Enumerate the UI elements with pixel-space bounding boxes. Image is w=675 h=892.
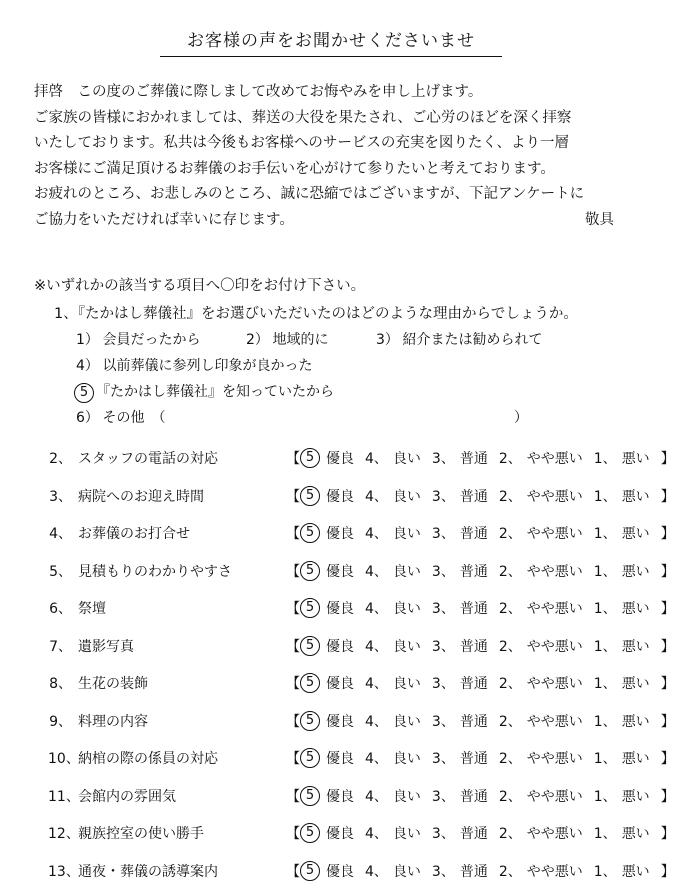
question-label: 祭壇 (78, 598, 106, 618)
bracket-close: 】 (661, 486, 675, 506)
question-label: 見積もりのわかりやすさ (78, 561, 232, 581)
bracket-close: 】 (661, 823, 675, 843)
bracket-open: 【 (286, 861, 300, 881)
rating-label: 普通 (460, 486, 488, 506)
bracket-close: 】 (661, 598, 675, 618)
question-label: 『たかはし葬儀社』をお選びいただいたのはどのような理由からでしょうか。 (78, 306, 578, 322)
question-label: 病院へのお迎え時間 (78, 486, 204, 506)
question-number: 8、 (48, 673, 72, 693)
rating-number: 1、 (594, 748, 617, 768)
rating-option[interactable] (365, 523, 421, 543)
option-label: 以前葬儀に参列し印象が良かった (102, 358, 312, 374)
rating-label: 優良 (326, 486, 354, 506)
rating-label: 良い (393, 448, 421, 468)
instruction-text: ※いずれかの該当する項目へ〇印をお付け下さい。 (34, 274, 365, 295)
rating-row (0, 630, 670, 668)
rating-label: 普通 (460, 673, 488, 693)
rating-number: 1、 (594, 448, 617, 468)
bracket-open: 【 (286, 561, 300, 581)
rating-label: 悪い (622, 861, 650, 881)
rating-label: 良い (393, 636, 421, 656)
rating-row (0, 817, 670, 855)
rating-label: 普通 (460, 748, 488, 768)
question-number: 9、 (48, 711, 72, 731)
option-number: 4） (76, 353, 98, 379)
rating-scale (286, 448, 675, 468)
rating-number: 3、 (432, 673, 455, 693)
rating-label: やや悪い (527, 561, 583, 581)
rating-option-selected[interactable] (300, 523, 354, 543)
rating-option[interactable] (594, 523, 650, 543)
intro-line: お客様にご満足頂けるお葬儀のお手伝いを心がけて参りたいと考えております。 (34, 157, 634, 183)
question-number: 2、 (48, 448, 72, 468)
rating-scale (286, 673, 675, 693)
rating-label: 優良 (326, 748, 354, 768)
rating-number: 2、 (499, 523, 522, 543)
rating-label: 悪い (622, 823, 650, 843)
rating-label: 優良 (326, 448, 354, 468)
rating-scale (286, 823, 675, 843)
rating-option[interactable] (499, 448, 583, 468)
bracket-close: 】 (661, 448, 675, 468)
handwritten-circle-mark: 5 (300, 561, 320, 581)
rating-option[interactable] (365, 748, 421, 768)
rating-option[interactable] (499, 673, 583, 693)
bracket-open: 【 (286, 711, 300, 731)
question-label: 親族控室の使い勝手 (78, 823, 204, 843)
rating-label: 悪い (622, 748, 650, 768)
rating-label: やや悪い (527, 711, 583, 731)
option-2[interactable] (246, 327, 328, 353)
rating-row (0, 555, 670, 593)
bracket-close: 】 (661, 861, 675, 881)
question-1-text (54, 301, 654, 327)
rating-option[interactable] (365, 598, 421, 618)
rating-scale (286, 786, 675, 806)
rating-label: 悪い (622, 711, 650, 731)
rating-option-selected[interactable] (300, 748, 354, 768)
rating-number: 4、 (365, 448, 388, 468)
rating-number: 2、 (499, 711, 522, 731)
rating-number: 4、 (365, 786, 388, 806)
option-label: 『たかはし葬儀社』を知っていたから (96, 384, 334, 400)
rating-option[interactable] (594, 486, 650, 506)
rating-option-selected[interactable] (300, 448, 354, 468)
rating-scale (286, 523, 675, 543)
rating-number: 3、 (432, 748, 455, 768)
question-label: 料理の内容 (78, 711, 148, 731)
rating-option[interactable] (365, 823, 421, 843)
rating-option[interactable] (432, 748, 488, 768)
option-label: 地域的に (272, 332, 328, 348)
rating-option-selected[interactable] (300, 711, 354, 731)
rating-option[interactable] (365, 636, 421, 656)
rating-label: やや悪い (527, 861, 583, 881)
rating-label: 良い (393, 561, 421, 581)
option-1[interactable] (76, 327, 200, 353)
rating-option[interactable] (432, 786, 488, 806)
rating-label: 優良 (326, 861, 354, 881)
rating-label: 悪い (622, 448, 650, 468)
rating-option[interactable] (594, 673, 650, 693)
rating-label: 悪い (622, 486, 650, 506)
rating-option[interactable] (499, 523, 583, 543)
rating-label: 普通 (460, 598, 488, 618)
rating-label: 良い (393, 823, 421, 843)
rating-label: 普通 (460, 823, 488, 843)
rating-option[interactable] (365, 786, 421, 806)
rating-option[interactable] (594, 636, 650, 656)
option-5-selected[interactable] (74, 379, 334, 405)
rating-number: 2、 (499, 561, 522, 581)
rating-label: 良い (393, 673, 421, 693)
option-3[interactable] (376, 327, 542, 353)
rating-number: 1、 (594, 598, 617, 618)
handwritten-circle-mark: 5 (300, 823, 320, 843)
rating-number: 1、 (594, 861, 617, 881)
rating-label: 悪い (622, 786, 650, 806)
rating-number: 3、 (432, 786, 455, 806)
option-6[interactable] (76, 405, 165, 431)
question-label: 通夜・葬儀の誘導案内 (78, 861, 218, 881)
handwritten-circle-mark: 5 (300, 786, 320, 806)
bracket-open: 【 (286, 636, 300, 656)
handwritten-circle-mark: 5 (300, 673, 320, 693)
rating-option[interactable] (594, 861, 650, 881)
bracket-close: 】 (661, 673, 675, 693)
survey-title: お客様の声をお聞かせくださいませ (160, 26, 502, 57)
rating-option[interactable] (594, 748, 650, 768)
intro-line-text: ご協力をいただければ幸いに存じます。 (34, 212, 294, 228)
rating-label: 優良 (326, 636, 354, 656)
option-number: 2） (246, 327, 268, 353)
rating-option[interactable] (499, 598, 583, 618)
rating-row (0, 742, 670, 780)
rating-option[interactable] (432, 673, 488, 693)
intro-line: いたしております。私共は今後もお客様へのサービスの充実を図りたく、より一層 (34, 131, 634, 157)
option-number: 3） (376, 327, 398, 353)
option-row (54, 353, 654, 379)
rating-option-selected[interactable] (300, 598, 354, 618)
rating-option[interactable] (432, 523, 488, 543)
rating-option[interactable] (499, 486, 583, 506)
rating-number: 4、 (365, 598, 388, 618)
rating-option[interactable] (594, 561, 650, 581)
rating-scale (286, 748, 675, 768)
rating-scale (286, 561, 675, 581)
rating-option[interactable] (432, 561, 488, 581)
bracket-close: 】 (661, 561, 675, 581)
question-number: 10、 (48, 748, 72, 768)
rating-number: 4、 (365, 636, 388, 656)
rating-number: 1、 (594, 523, 617, 543)
rating-row (0, 855, 670, 892)
bracket-open: 【 (286, 448, 300, 468)
option-number: 1） (76, 327, 98, 353)
rating-option[interactable] (594, 711, 650, 731)
rating-row (0, 705, 670, 743)
rating-number: 3、 (432, 861, 455, 881)
question-number: 3、 (48, 486, 72, 506)
rating-row (0, 480, 670, 518)
rating-option[interactable] (499, 711, 583, 731)
bracket-open: 【 (286, 673, 300, 693)
rating-option[interactable] (432, 823, 488, 843)
question-number: 6、 (48, 598, 72, 618)
rating-number: 1、 (594, 486, 617, 506)
rating-number: 4、 (365, 748, 388, 768)
rating-option[interactable] (432, 861, 488, 881)
rating-number: 2、 (499, 673, 522, 693)
intro-line: 拝啓 この度のご葬儀に際しまして改めてお悔やみを申し上げます。 (34, 80, 634, 106)
question-1 (54, 301, 654, 431)
rating-option-selected[interactable] (300, 636, 354, 656)
rating-scale (286, 861, 675, 881)
question-number: 11、 (48, 786, 72, 806)
rating-option[interactable] (365, 486, 421, 506)
rating-label: やや悪い (527, 523, 583, 543)
rating-number: 4、 (365, 486, 388, 506)
rating-label: やや悪い (527, 748, 583, 768)
rating-option[interactable] (365, 448, 421, 468)
rating-option[interactable] (365, 861, 421, 881)
rating-number: 2、 (499, 448, 522, 468)
rating-number: 2、 (499, 823, 522, 843)
rating-number: 1、 (594, 823, 617, 843)
rating-label: 良い (393, 786, 421, 806)
rating-number: 1、 (594, 786, 617, 806)
rating-number: 2、 (499, 598, 522, 618)
option-label: 会員だったから (102, 332, 200, 348)
rating-label: やや悪い (527, 673, 583, 693)
question-number: 13、 (48, 861, 72, 881)
rating-row (0, 442, 670, 480)
question-label: スタッフの電話の対応 (78, 448, 218, 468)
question-number: 1、 (54, 306, 78, 322)
rating-number: 3、 (432, 823, 455, 843)
rating-option[interactable] (499, 748, 583, 768)
option-6-close-paren: ） (514, 405, 528, 431)
rating-option[interactable] (594, 823, 650, 843)
rating-option[interactable] (432, 636, 488, 656)
intro-letter (34, 80, 634, 233)
rating-label: 優良 (326, 561, 354, 581)
rating-label: やや悪い (527, 448, 583, 468)
bracket-open: 【 (286, 486, 300, 506)
rating-number: 4、 (365, 823, 388, 843)
rating-number: 1、 (594, 673, 617, 693)
intro-line-last (34, 208, 634, 234)
bracket-close: 】 (661, 711, 675, 731)
handwritten-circle-mark: 5 (300, 861, 320, 881)
rating-number: 1、 (594, 561, 617, 581)
closing-word: 敬具 (585, 208, 614, 234)
rating-row (0, 592, 670, 630)
handwritten-circle-mark: 5 (300, 598, 320, 618)
rating-option-selected[interactable] (300, 561, 354, 581)
handwritten-circle-mark: 5 (300, 486, 320, 506)
rating-option-selected[interactable] (300, 786, 354, 806)
handwritten-circle-mark: 5 (300, 711, 320, 731)
rating-number: 3、 (432, 523, 455, 543)
bracket-open: 【 (286, 748, 300, 768)
option-row (54, 405, 654, 431)
rating-label: 普通 (460, 861, 488, 881)
rating-option-selected[interactable] (300, 486, 354, 506)
rating-option-selected[interactable] (300, 861, 354, 881)
rating-number: 3、 (432, 486, 455, 506)
rating-label: 悪い (622, 673, 650, 693)
rating-row (0, 667, 670, 705)
bracket-open: 【 (286, 523, 300, 543)
rating-number: 2、 (499, 786, 522, 806)
rating-number: 4、 (365, 561, 388, 581)
rating-option[interactable] (594, 448, 650, 468)
rating-option-selected[interactable] (300, 823, 354, 843)
rating-label: 悪い (622, 523, 650, 543)
option-number: 6） (76, 405, 98, 431)
rating-option[interactable] (432, 598, 488, 618)
intro-line: お疲れのところ、お悲しみのところ、誠に恐縮ではございますが、下記アンケートに (34, 182, 634, 208)
rating-number: 4、 (365, 673, 388, 693)
rating-label: 普通 (460, 448, 488, 468)
bracket-close: 】 (661, 748, 675, 768)
rating-scale (286, 636, 675, 656)
rating-label: 悪い (622, 636, 650, 656)
rating-label: 良い (393, 486, 421, 506)
rating-label: 良い (393, 523, 421, 543)
rating-option-selected[interactable] (300, 673, 354, 693)
rating-number: 3、 (432, 711, 455, 731)
rating-number: 3、 (432, 448, 455, 468)
bracket-close: 】 (661, 523, 675, 543)
bracket-open: 【 (286, 823, 300, 843)
question-label: 会館内の雰囲気 (78, 786, 176, 806)
rating-number: 4、 (365, 861, 388, 881)
rating-label: 普通 (460, 523, 488, 543)
option-4[interactable] (76, 353, 312, 379)
rating-number: 2、 (499, 486, 522, 506)
rating-label: 優良 (326, 823, 354, 843)
rating-number: 2、 (499, 636, 522, 656)
rating-option[interactable] (432, 486, 488, 506)
option-label: 紹介または勧められて (402, 332, 542, 348)
question-number: 12、 (48, 823, 72, 843)
bracket-open: 【 (286, 786, 300, 806)
handwritten-circle-mark: 5 (300, 448, 320, 468)
rating-label: 悪い (622, 598, 650, 618)
option-label: その他 （ (102, 410, 165, 426)
rating-label: 普通 (460, 561, 488, 581)
rating-option[interactable] (365, 561, 421, 581)
rating-label: やや悪い (527, 598, 583, 618)
rating-label: 優良 (326, 711, 354, 731)
rating-number: 3、 (432, 598, 455, 618)
rating-row (0, 517, 670, 555)
bracket-close: 】 (661, 786, 675, 806)
rating-label: やや悪い (527, 786, 583, 806)
option-row (54, 379, 654, 405)
rating-number: 3、 (432, 636, 455, 656)
rating-label: やや悪い (527, 823, 583, 843)
rating-option[interactable] (365, 673, 421, 693)
rating-number: 2、 (499, 748, 522, 768)
rating-option[interactable] (432, 448, 488, 468)
rating-label: 悪い (622, 561, 650, 581)
question-number: 7、 (48, 636, 72, 656)
rating-number: 2、 (499, 861, 522, 881)
rating-option[interactable] (432, 711, 488, 731)
handwritten-circle-mark: 5 (300, 523, 320, 543)
question-label: 納棺の際の係員の対応 (78, 748, 218, 768)
rating-option[interactable] (594, 598, 650, 618)
rating-label: 優良 (326, 598, 354, 618)
handwritten-circle-mark: 5 (300, 748, 320, 768)
handwritten-circle-mark: 5 (74, 383, 94, 403)
rating-number: 4、 (365, 523, 388, 543)
rating-option[interactable] (499, 861, 583, 881)
rating-label: やや悪い (527, 636, 583, 656)
rating-scale (286, 711, 675, 731)
rating-label: 良い (393, 861, 421, 881)
rating-number: 1、 (594, 711, 617, 731)
rating-questions (0, 442, 670, 892)
rating-option[interactable] (594, 786, 650, 806)
rating-label: 良い (393, 598, 421, 618)
intro-line: ご家族の皆様におかれましては、葬送の大役を果たされ、ご心労のほどを深く拝察 (34, 106, 634, 132)
option-row (54, 327, 654, 353)
rating-label: 良い (393, 748, 421, 768)
question-label: 遺影写真 (78, 636, 134, 656)
rating-label: 優良 (326, 786, 354, 806)
handwritten-circle-mark: 5 (300, 636, 320, 656)
rating-option[interactable] (499, 823, 583, 843)
rating-label: 優良 (326, 523, 354, 543)
bracket-open: 【 (286, 598, 300, 618)
rating-label: 普通 (460, 711, 488, 731)
rating-scale (286, 486, 675, 506)
rating-label: やや悪い (527, 486, 583, 506)
rating-number: 3、 (432, 561, 455, 581)
rating-option[interactable] (499, 636, 583, 656)
rating-option[interactable] (499, 561, 583, 581)
rating-scale (286, 598, 675, 618)
question-label: お葬儀のお打合せ (78, 523, 190, 543)
question-label: 生花の装飾 (78, 673, 148, 693)
question-number: 5、 (48, 561, 72, 581)
rating-label: 普通 (460, 636, 488, 656)
bracket-close: 】 (661, 636, 675, 656)
question-number: 4、 (48, 523, 72, 543)
rating-option[interactable] (365, 711, 421, 731)
rating-row (0, 780, 670, 818)
rating-number: 4、 (365, 711, 388, 731)
rating-label: 普通 (460, 786, 488, 806)
rating-label: 良い (393, 711, 421, 731)
rating-option[interactable] (499, 786, 583, 806)
rating-label: 優良 (326, 673, 354, 693)
rating-number: 1、 (594, 636, 617, 656)
